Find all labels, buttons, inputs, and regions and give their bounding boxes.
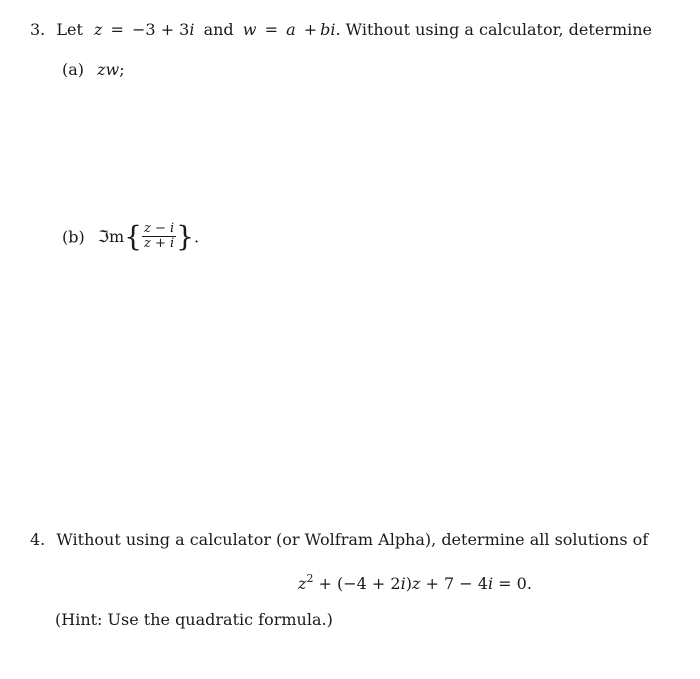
var-a: a [286,20,296,39]
problem-4-statement [30,532,648,548]
eq-imag-unit: i [400,574,406,593]
var-b: b [320,20,331,39]
left-brace: { [124,219,142,253]
text-let: Let [56,20,83,39]
text-and: and [203,20,234,39]
part-a-expr: zw [97,60,120,79]
z-value: −3 + 3 [132,20,190,39]
var-w: w [242,20,257,39]
eq-mid: + (−4 + 2 [313,574,401,593]
part-a [62,62,125,78]
eq-imag-unit-2: i [487,574,494,593]
equals-sign: = [110,20,124,39]
part-b-label: (b) [62,227,85,247]
fraction [142,222,176,252]
equals-sign: = [264,20,278,39]
problem-3-rest: . Without using a calculator, determine [335,20,652,39]
var-z: z [93,20,103,39]
eq-end: = 0. [493,574,532,593]
plus-sign: + [303,20,318,39]
eq-close-paren: ) [405,574,412,593]
problem-4-text: Without using a calculator (or Wolfram Alpha), determine all solutions of [56,530,649,549]
imag-unit: i [189,20,195,39]
eq-tail: + 7 − 4 [420,574,488,593]
problem-3-number: 3. [30,20,46,39]
problem-4-number: 4. [30,530,46,549]
imag-unit: i [330,20,336,39]
eq-z-2: z [411,574,421,593]
eq-exponent: 2 [306,572,314,585]
part-a-punct: ; [119,60,125,79]
imaginary-part-symbol: ℑm [97,227,125,247]
problem-3-statement [30,22,652,38]
part-b-punct: . [193,227,200,247]
part-b [62,219,200,253]
fraction-denominator: z + i [143,236,175,252]
part-a-label: (a) [62,60,85,79]
quadratic-equation [298,573,532,592]
fraction-numerator: z − i [143,221,175,236]
eq-z: z [298,574,307,593]
right-brace: } [176,219,194,253]
hint: (Hint: Use the quadratic formula.) [55,610,333,629]
